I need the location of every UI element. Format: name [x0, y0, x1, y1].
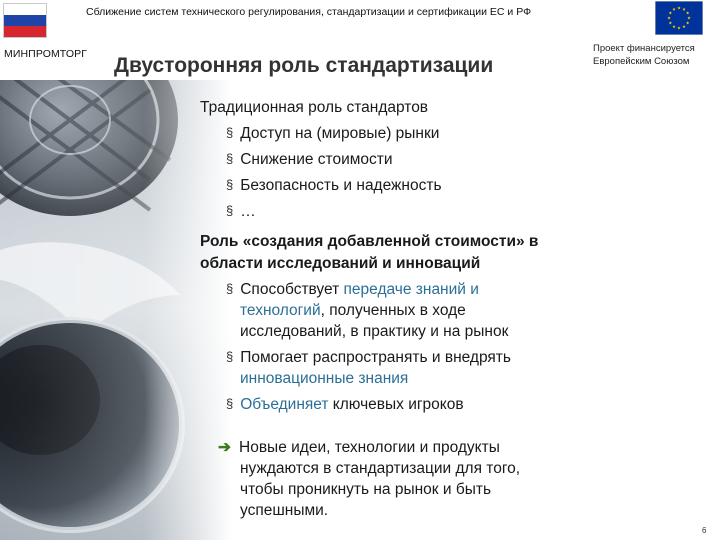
list-item-continuation: технологий, полученных в ходе [240, 302, 466, 319]
section1-heading: Традиционная роль стандартов [200, 99, 429, 116]
list-item: § Снижение стоимости [226, 151, 393, 168]
conclusion-line: чтобы проникнуть на рынок и быть [240, 481, 492, 498]
page-number: 6 [702, 526, 707, 535]
arrow-right-icon: ➔ [218, 439, 231, 456]
conclusion-line: нуждаются в стандартизации для того, [240, 460, 521, 477]
header-title: Сближение систем технического регулирования, стандартизации и сертификации ЕС и РФ [86, 6, 532, 18]
list-item: § Помогает распространять и внедрять [226, 349, 511, 366]
bullet-icon: § [226, 281, 234, 296]
bullet-icon: § [226, 125, 234, 140]
list-item: § Доступ на (мировые) рынки [226, 125, 440, 142]
bullet-icon: § [226, 177, 234, 192]
bullet-icon: § [226, 151, 234, 166]
conclusion-line: ➔ Новые идеи, технологии и продукты [218, 439, 500, 456]
list-item: § Объединяет ключевых игроков [226, 396, 464, 413]
list-item-continuation: исследований, в практику и на рынок [240, 323, 509, 340]
bullet-icon: § [226, 396, 234, 411]
list-item: § Способствует передаче знаний и [226, 281, 479, 298]
section2-heading-line1: Роль «создания добавленной стоимости» в [200, 233, 539, 250]
list-item: § … [226, 203, 256, 220]
section2-heading-line2: области исследований и инноваций [200, 255, 481, 272]
ministry-label: МИНПРОМТОРГ [4, 48, 88, 60]
bullet-icon: § [226, 203, 234, 218]
list-item-continuation: инновационные знания [240, 370, 409, 387]
conclusion-line: успешными. [240, 502, 329, 519]
bullet-icon: § [226, 349, 234, 364]
funding-note: Проект финансируется Европейским Союзом [593, 43, 695, 67]
slide-title: Двусторонняя роль стандартизации [114, 54, 494, 77]
list-item: § Безопасность и надежность [226, 177, 442, 194]
